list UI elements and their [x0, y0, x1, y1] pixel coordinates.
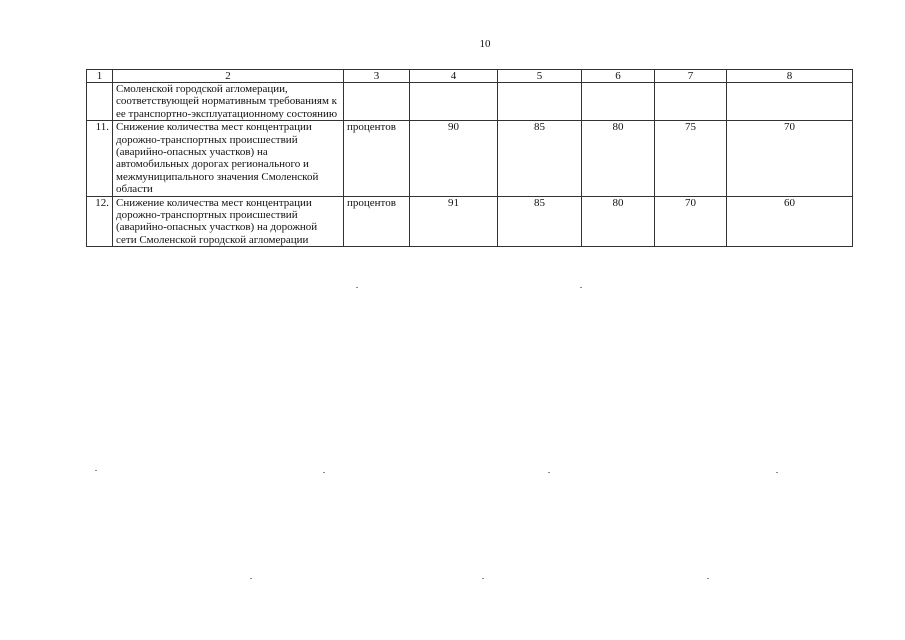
header-cell: 3 [344, 70, 410, 83]
row-number-cell [87, 83, 113, 121]
table-row [87, 121, 853, 196]
row-number-cell: 11. [87, 121, 113, 196]
indicator-description-cell: Смоленской городской агломерации, соответствующей нормативным требованиям к ее транспортно-эксплуатационному состоянию [113, 83, 344, 121]
header-cell: 2 [113, 70, 344, 83]
value-cell: 80 [582, 121, 655, 196]
value-cell [655, 83, 727, 121]
scan-speck [250, 578, 252, 579]
scan-speck [548, 472, 550, 473]
scan-speck [776, 472, 778, 473]
header-cell: 5 [498, 70, 582, 83]
value-cell [410, 83, 498, 121]
column-number-row [87, 70, 853, 83]
indicator-description-cell: Снижение количества мест концентрации дорожно-транспортных происшествий (аварийно-опасных участков) на дорожной сети Смоленской городской агломерации [113, 196, 344, 247]
scan-speck [95, 470, 97, 471]
value-cell: 90 [410, 121, 498, 196]
header-cell: 1 [87, 70, 113, 83]
header-cell: 8 [727, 70, 853, 83]
value-cell [498, 83, 582, 121]
unit-cell: процентов [344, 196, 410, 247]
scan-speck [707, 578, 709, 579]
value-cell: 80 [582, 196, 655, 247]
row-number-cell: 12. [87, 196, 113, 247]
header-cell: 6 [582, 70, 655, 83]
table-row [87, 83, 853, 121]
unit-cell: процентов [344, 121, 410, 196]
header-cell: 4 [410, 70, 498, 83]
value-cell: 85 [498, 121, 582, 196]
value-cell: 75 [655, 121, 727, 196]
value-cell [582, 83, 655, 121]
value-cell: 91 [410, 196, 498, 247]
indicator-description-cell: Снижение количества мест концентрации дорожно-транспортных происшествий (аварийно-опасных участков) на автомобильных дорогах регионального и межмуниципального значения Смоленской области [113, 121, 344, 196]
scan-speck [580, 287, 582, 288]
table-row [87, 196, 853, 247]
value-cell: 70 [727, 121, 853, 196]
scan-speck [356, 287, 358, 288]
value-cell: 85 [498, 196, 582, 247]
value-cell: 70 [655, 196, 727, 247]
scan-speck [482, 578, 484, 579]
unit-cell [344, 83, 410, 121]
indicators-table [86, 69, 853, 247]
page-number: 10 [479, 38, 491, 50]
header-cell: 7 [655, 70, 727, 83]
value-cell [727, 83, 853, 121]
value-cell: 60 [727, 196, 853, 247]
scan-speck [323, 472, 325, 473]
